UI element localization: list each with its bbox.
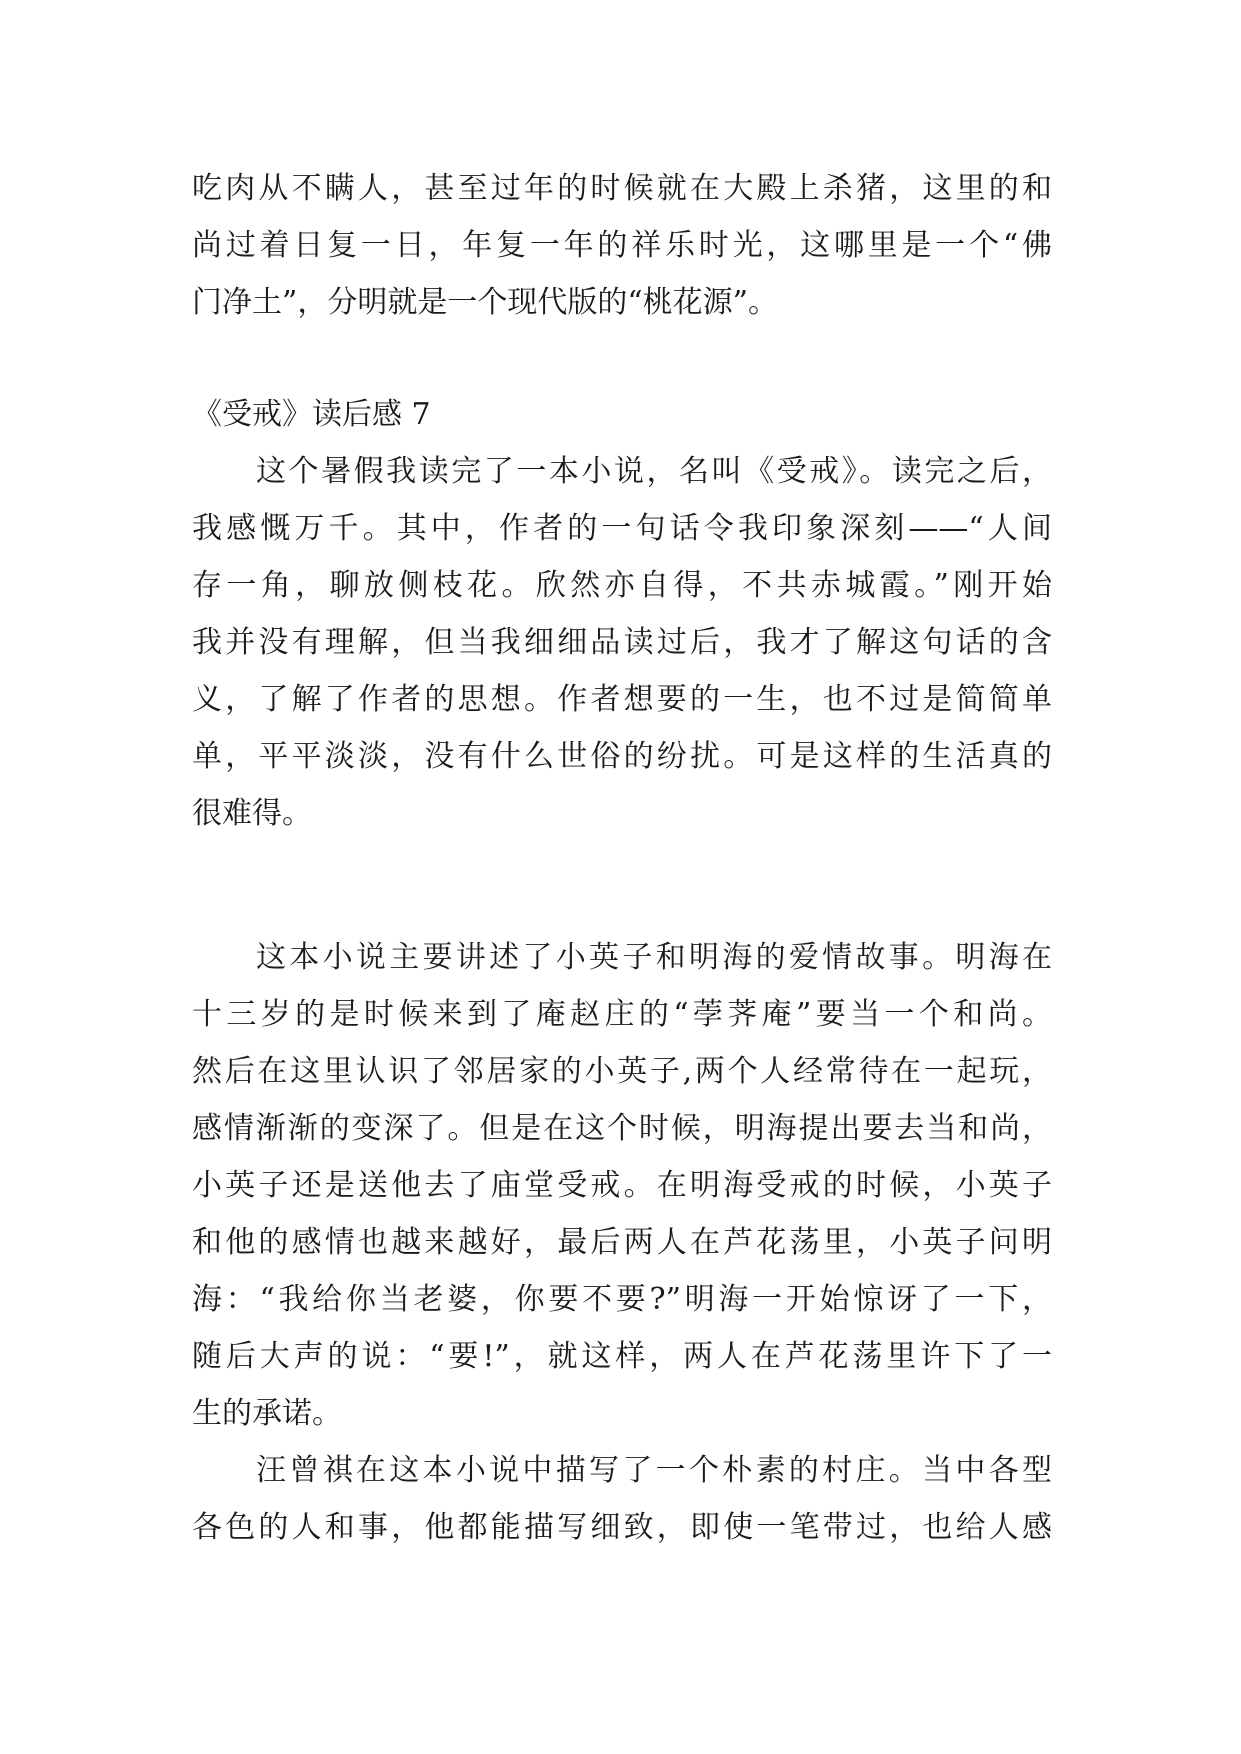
text-line: 这本小说主要讲述了小英子和明海的爱情故事。明海在 [256, 940, 1052, 975]
text-line: 海：“我给你当老婆，你要不要?”明海一开始惊讶了一下， [192, 1282, 1052, 1317]
text-line: 义，了解了作者的思想。作者想要的一生，也不过是简简单 [192, 682, 1052, 717]
text-line: 和他的感情也越来越好，最后两人在芦花荡里，小英子问明 [192, 1225, 1052, 1260]
paragraph-1 [192, 443, 1052, 842]
text-line: 尚过着日复一日，年复一年的祥乐时光，这哪里是一个“佛 [192, 228, 1052, 263]
text-line: 感情渐渐的变深了。但是在这个时候，明海提出要去当和尚， [192, 1111, 1052, 1146]
text-line: 很难得。 [192, 796, 312, 831]
text-line: 我感慨万千。其中，作者的一句话令我印象深刻——“人间 [192, 511, 1052, 546]
text-line: 吃肉从不瞒人，甚至过年的时候就在大殿上杀猪，这里的和 [192, 171, 1052, 206]
section-heading: 《受戒》读后感 7 [192, 397, 431, 432]
text-line: 单，平平淡淡，没有什么世俗的纷扰。可是这样的生活真的 [192, 739, 1052, 774]
text-line: 十三岁的是时候来到了庵赵庄的“荸荠庵”要当一个和尚。 [192, 997, 1052, 1032]
text-line: 各色的人和事，他都能描写细致，即使一笔带过，也给人感 [192, 1510, 1052, 1545]
text-line: 汪曾祺在这本小说中描写了一个朴素的村庄。当中各型 [256, 1453, 1052, 1488]
paragraph-2 [192, 929, 1052, 1442]
paragraph-3 [192, 1442, 1052, 1556]
document-page [192, 160, 1052, 1556]
text-line: 生的承诺。 [192, 1396, 342, 1431]
text-line: 随后大声的说：“要!”，就这样，两人在芦花荡里许下了一 [192, 1339, 1052, 1374]
text-line: 存一角，聊放侧枝花。欣然亦自得，不共赤城霞。”刚开始 [192, 568, 1052, 603]
paragraph-intro [192, 160, 1052, 331]
text-line: 我并没有理解，但当我细细品读过后，我才了解这句话的含 [192, 625, 1052, 660]
text-line: 然后在这里认识了邻居家的小英子,两个人经常待在一起玩， [192, 1054, 1052, 1089]
spacer [192, 842, 1052, 929]
text-line: 这个暑假我读完了一本小说，名叫《受戒》。读完之后， [256, 454, 1052, 489]
text-line: 门净土”，分明就是一个现代版的“桃花源”。 [192, 285, 779, 320]
spacer [192, 331, 1052, 386]
text-line: 小英子还是送他去了庙堂受戒。在明海受戒的时候，小英子 [192, 1168, 1052, 1203]
